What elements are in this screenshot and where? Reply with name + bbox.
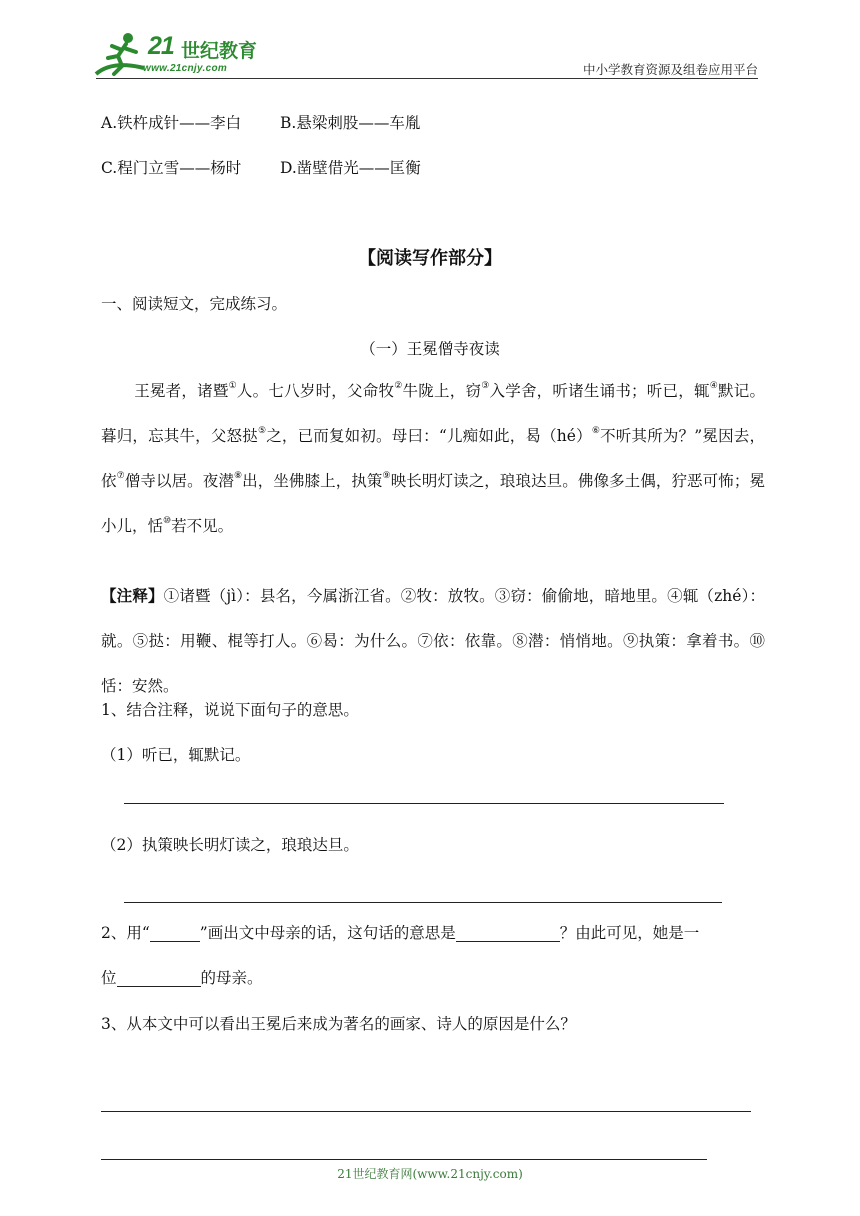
footer-source: 21世纪教育网(www.21cnjy.com) [337,1167,523,1181]
answer-blank-underline[interactable] [150,923,200,942]
answer-line-3b[interactable] [101,1159,707,1160]
answer-line-3a[interactable] [101,1111,751,1112]
question-2-line2: 位 的母亲。 [101,969,263,987]
question-3: 3、从本文中可以看出王冕后来成为著名的画家、诗人的原因是什么？ [101,1015,576,1033]
answer-line-1-1[interactable] [124,803,724,804]
passage-title: （一）王冕僧寺夜读 [360,340,500,358]
passage-body: 王冕者，诸暨①人。七八岁时，父命牧②牛陇上，窃③入学舍，听诸生诵书；听已，辄④默记。暮归，忘其牛，父怒挞⑤之，已而复如初。母曰：“儿痴如此，曷（hé）⑥不听其所为？”冕因去，依⑦僧寺以居。夜潜⑧出，坐佛膝上，执策⑨映长明灯读之，琅琅达旦。佛像多土偶，狞恶可怖；冕小儿，恬⑩若不见。 [101,381,765,535]
question-2-line1: 2、用“ ”画出文中母亲的话，这句话的意思是 ？由此可见，她是一 [101,924,700,942]
option-b: B.悬梁刺股——车胤 [280,114,421,132]
part1-instruction: 一、阅读短文，完成练习。 [101,295,288,313]
header-platform-text: 中小学教育资源及组卷应用平台 [582,62,758,77]
notes-label: 【注释】 [101,587,164,605]
option-d: D.凿壁借光——匡衡 [280,159,421,177]
answer-blank-mother[interactable] [117,968,201,987]
logo-name: 世纪教育 [181,40,258,62]
option-c: C.程门立雪——杨时 [101,159,242,177]
question-1-1: （1）听已，辄默记。 [101,746,251,764]
notes [101,574,765,709]
question-1-2: （2）执策映长明灯读之，琅琅达旦。 [101,836,359,854]
section-title: 【阅读写作部分】 [358,248,502,269]
notes-text: ①诸暨（jì）：县名，今属浙江省。②牧：放牧。③窃：偷偷地，暗地里。④辄（zhé）：就。⑤挞：用鞭、棍等打人。⑥曷：为什么。⑦依：依靠。⑧潜：悄悄地。⑨执策：拿着书。⑩恬：安然。 [101,587,765,695]
option-a: A.铁杵成针——李白 [101,114,242,132]
question-1: 1、结合注释，说说下面句子的意思。 [101,701,359,719]
answer-line-1-2[interactable] [124,902,722,903]
logo-url: www.21cnjy.com [143,63,228,74]
header-divider [96,78,758,79]
logo-number: 21 [148,32,174,60]
answer-blank-meaning[interactable] [456,923,560,942]
